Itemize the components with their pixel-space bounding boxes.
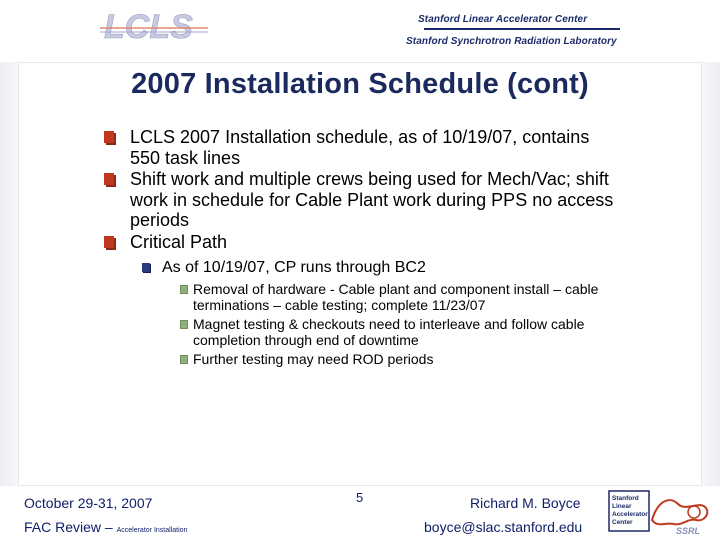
footer-review-label: FAC Review –: [24, 519, 113, 535]
sub-bullet-text: As of 10/19/07, CP runs through BC2: [162, 259, 426, 276]
sub-bullet-item: [100, 258, 620, 277]
sub-sub-bullet-text: Magnet testing & checkouts need to interleave and follow cable completion through end of downtime: [193, 316, 585, 348]
presenter-email: boyce@slac.stanford.edu: [424, 519, 583, 535]
sub-sub-bullet-marker: [180, 320, 188, 329]
bullet-text: Shift work and multiple crews being used for Mech/Vac; shift work in schedule for Cable Plant work during PPS no access periods: [130, 169, 614, 230]
sub-sub-bullet-item: [100, 316, 620, 348]
bullet-item: [100, 127, 620, 168]
bullet-marker: [104, 173, 114, 185]
sub-sub-bullet-marker: [180, 285, 188, 294]
bullet-item: [100, 232, 620, 253]
sub-sub-bullet-marker: [180, 355, 188, 364]
bullet-marker: [104, 236, 114, 248]
svg-text:LCLS: LCLS: [104, 8, 193, 46]
lab-divider: [424, 28, 620, 30]
sub-sub-bullet-item: [100, 281, 620, 313]
sub-bullet-marker: [142, 263, 150, 272]
svg-text:SSRL: SSRL: [676, 526, 701, 536]
lab-name-slac: Stanford Linear Accelerator Center: [418, 14, 588, 25]
right-margin-band: [702, 62, 720, 486]
slac-ssrl-logo: [608, 490, 712, 536]
presenter-name: Richard M. Boyce: [470, 495, 581, 511]
left-margin-band: [0, 62, 18, 486]
slide-title: 2007 Installation Schedule (cont): [131, 68, 589, 100]
bullet-item: [100, 169, 620, 231]
svg-text:Accelerator: Accelerator: [612, 511, 648, 518]
sub-sub-bullet-text: Removal of hardware - Cable plant and component install – cable terminations – cable testing; complete 11/23/07: [193, 281, 599, 313]
svg-text:Center: Center: [612, 519, 633, 526]
bullet-text: LCLS 2007 Installation schedule, as of 10/19/07, contains 550 task lines: [130, 127, 590, 168]
bullet-text: Critical Path: [130, 231, 228, 252]
page-number: 5: [356, 490, 364, 505]
lcls-logo: [100, 6, 210, 48]
lab-name-ssrl: Stanford Synchrotron Radiation Laboratory: [406, 36, 617, 47]
footer-review-subtitle: Accelerator Installation: [116, 527, 188, 534]
bullet-marker: [104, 131, 114, 143]
footer-review: [24, 519, 187, 535]
svg-text:Linear: Linear: [612, 503, 632, 510]
sub-sub-bullet-item: [100, 351, 620, 367]
svg-text:Stanford: Stanford: [612, 495, 639, 502]
bullet-list: [100, 127, 620, 370]
sub-sub-bullet-text: Further testing may need ROD periods: [193, 351, 434, 367]
footer-date: October 29-31, 2007: [24, 495, 153, 511]
